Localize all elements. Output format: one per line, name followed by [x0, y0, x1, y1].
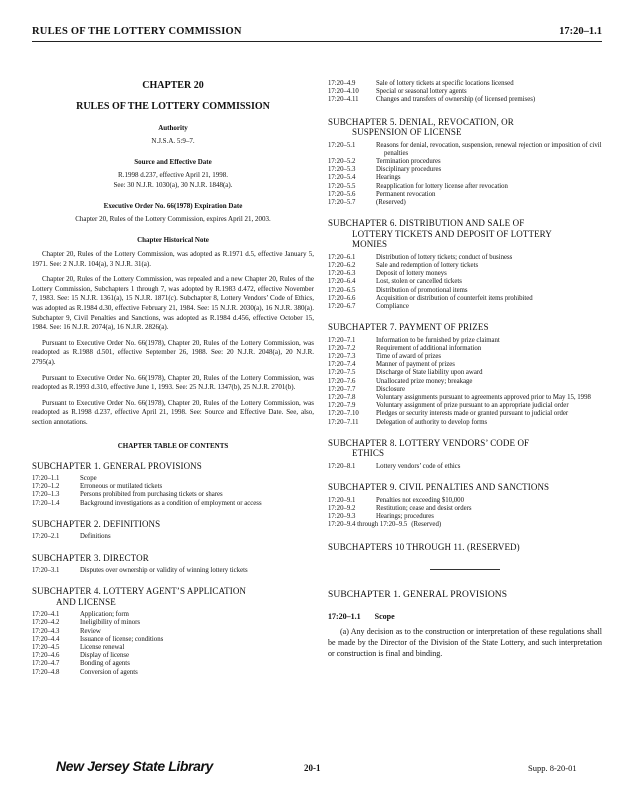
page-number: 20-1	[304, 763, 321, 773]
toc-entry-title: Disclosure	[376, 385, 406, 393]
toc-entry-number: 17:20–9.3	[328, 513, 356, 520]
historical-note	[32, 250, 314, 428]
toc-entry-number: 17:20–9.4 through 17:20–9.5	[328, 521, 408, 529]
subchapter-heading-line: SUSPENSION OF LICENSE	[352, 127, 462, 138]
toc-entry-number: 17:20–3.1	[32, 567, 60, 575]
toc-entry-title: Termination procedures	[376, 158, 441, 166]
subchapter-heading	[32, 553, 314, 564]
reserved-subchapters: SUBCHAPTERS 10 THROUGH 11. (RESERVED)	[328, 542, 520, 553]
subchapter-entries	[32, 533, 314, 541]
toc-entry-number: 17:20–7.4	[328, 361, 356, 369]
historical-note-heading: Chapter Historical Note	[137, 236, 209, 244]
supplement-date: Supp. 8-20-01	[528, 763, 577, 773]
toc-entry-title: Lottery vendors’ code of ethics	[376, 462, 461, 470]
toc-entry-title: Special or seasonal lottery agents	[376, 88, 467, 96]
toc-continued-list	[328, 80, 602, 105]
toc-entry-number: 17:20–4.11	[328, 96, 359, 104]
source-text	[32, 170, 314, 190]
toc-entry-title: Unallocated prize money; breakage	[376, 377, 473, 385]
toc-entry-number: 17:20–5.1	[328, 141, 356, 149]
toc-entry	[328, 270, 602, 278]
toc-entry-title: Pledges or security interests made or granted pursuant to judicial order	[376, 410, 569, 418]
toc-entry-title: Penalties not exceeding $10,000	[376, 496, 464, 504]
authority-text: N.J.S.A. 5:9–7.	[151, 137, 195, 145]
toc-entry	[328, 183, 602, 191]
toc-entry-title: Information to be furnished by prize claimant	[376, 336, 500, 344]
subchapter-heading	[32, 586, 314, 607]
toc-entry-number: 17:20–6.5	[328, 286, 356, 294]
toc-entry	[328, 142, 602, 158]
subchapter-heading-line: ETHICS	[352, 448, 385, 459]
source-line: R.1998 d.237, effective April 21, 1998.	[118, 171, 228, 179]
toc-entry-title: (Reserved)	[411, 521, 442, 529]
toc-entry-number: 17:20–9.1	[328, 496, 356, 504]
toc-entry	[32, 628, 314, 636]
toc-entry-number: 17:20–7.7	[328, 385, 356, 393]
toc-entry-number: 17:20–9.2	[328, 504, 356, 512]
subchapter-heading-line: MONIES	[352, 239, 388, 250]
subchapter-heading	[328, 117, 602, 138]
toc-entry	[328, 521, 602, 529]
section-heading	[328, 612, 602, 621]
toc-entry-title: Permanent revocation	[376, 190, 436, 198]
toc-entry-number: 17:20–5.2	[328, 158, 356, 166]
toc-entry-title: License renewal	[80, 644, 125, 652]
toc-entry	[32, 636, 314, 644]
toc-entry	[328, 505, 602, 513]
toc-entry-number: 17:20–7.5	[328, 369, 356, 377]
toc-entry-number: 17:20–4.1	[32, 611, 60, 619]
toc-entry-title: Deposit of lottery moneys	[376, 270, 447, 278]
toc-entry-title: Background investigations as a condition of employment or access	[80, 499, 262, 507]
toc-entry	[328, 254, 602, 262]
toc-entry-number: 17:20–7.8	[328, 394, 356, 402]
toc-entry-number: 17:20–4.5	[32, 644, 60, 652]
toc-entry	[328, 369, 602, 377]
subchapter-heading	[32, 519, 314, 530]
executive-order-text: Chapter 20, Rules of the Lottery Commission, expires April 21, 2003.	[75, 215, 271, 223]
toc-entry	[328, 166, 602, 174]
section-title: Scope	[374, 611, 395, 621]
toc-entry	[328, 278, 602, 286]
subchapter-entries	[328, 142, 602, 208]
toc-entry-number: 17:20–4.2	[32, 619, 60, 627]
toc-entry	[328, 158, 602, 166]
toc-entry-number: 17:20–5.5	[328, 182, 356, 190]
toc-left-list	[32, 461, 314, 677]
toc-entry-number: 17:20–4.10	[328, 88, 359, 96]
toc-entry	[328, 287, 602, 295]
library-watermark: New Jersey State Library	[56, 758, 213, 774]
toc-entry-title: Hearings; procedures	[376, 513, 434, 520]
toc-entry	[32, 652, 314, 660]
toc-entry-title: Lost, stolen or cancelled tickets	[376, 278, 462, 286]
subchapter-heading-line: SUBCHAPTER 2. DEFINITIONS	[32, 518, 161, 529]
toc-entry	[32, 669, 314, 677]
section-divider	[430, 569, 500, 570]
subchapter-heading	[32, 461, 314, 472]
section-number: 17:20–1.1	[328, 611, 361, 621]
toc-entry-title: Manner of payment of prizes	[376, 361, 455, 369]
toc-entry-number: 17:20–6.4	[328, 278, 356, 286]
toc-entry-title: Requirement of additional information	[376, 344, 482, 352]
toc-entry	[328, 353, 602, 361]
toc-entry-title: Compliance	[376, 302, 409, 310]
toc-entry-number: 17:20–5.6	[328, 190, 356, 198]
toc-entry-title: Discharge of State liability upon award	[376, 369, 483, 377]
historical-paragraph: Pursuant to Executive Order No. 66(1978), Chapter 20, Rules of the Lottery Commission, was readopted as R.1998 d.237, effective April 21, 1998. See: Source and Effective Date. See, also, section annotations.	[32, 398, 314, 426]
toc-entry-title: Distribution of lottery tickets; conduct of business	[376, 253, 513, 261]
historical-paragraph: Chapter 20, Rules of the Lottery Commission, was repealed and a new Chapter 20, Rules of the Lottery Commission, Subchapters 1 through 7, was adopted by R.1983 d.472, effective November 7, 1983. See: 15 N.J.R. 1361(a), 15 N.J.R. 1871(c). Subchapter 8, Lottery Vendors’ Code of Ethics, was adopted as R.1984 d.30, effective February 21, 1984. See: 15 N.J.R. 2030(a), 16 N.J.R. 380(a). Subchapter 9, Civil Penalties and Sanctions, was adopted as R.1984 d.456, effective October 15, 1984. See: 16 N.J.R. 2074(a), 16 N.J.R. 2826(a).	[32, 275, 314, 332]
toc-entry	[328, 394, 602, 402]
toc-entry	[328, 402, 602, 410]
toc-entry-number: 17:20–7.11	[328, 418, 359, 426]
toc-entry-title: Distribution of promotional items	[376, 286, 468, 294]
toc-entry-number: 17:20–5.4	[328, 174, 356, 182]
toc-entry	[328, 96, 602, 104]
chapter-number: CHAPTER 20	[142, 80, 204, 91]
toc-entry	[328, 497, 602, 505]
toc-entry	[32, 660, 314, 668]
subchapter-heading-line: AND LICENSE	[56, 596, 116, 607]
toc-entry	[32, 567, 314, 575]
toc-entry-title: Changes and transfers of ownership (of licensed premises)	[376, 96, 536, 104]
toc-entry-title: Reasons for denial, revocation, suspension, renewal rejection or imposition of civil penalties	[376, 141, 602, 157]
toc-entry-title: Voluntary assignments pursuant to agreements approved prior to May 15, 1998	[376, 394, 591, 402]
toc-entry	[328, 191, 602, 199]
toc-entry-title: Time of award of prizes	[376, 353, 442, 361]
toc-entry-number: 17:20–1.4	[32, 499, 60, 507]
toc-entry-title: Reapplication for lottery license after revocation	[376, 182, 508, 190]
subchapter-entries	[328, 497, 602, 530]
subchapter-heading-line: SUBCHAPTER 3. DIRECTOR	[32, 552, 149, 563]
toc-entry-title: Application; form	[80, 611, 129, 619]
toc-entry-title: Conversion of agents	[80, 668, 138, 676]
toc-entry-title: Persons prohibited from purchasing tickets or shares	[80, 491, 223, 499]
historical-paragraph: Pursuant to Executive Order No. 66(1978), Chapter 20, Rules of the Lottery Commission, was readopted as R.1988 d.501, effective September 26, 1988. See: 20 N.J.R. 2048(a), 20 N.J.R. 2795(a).	[32, 338, 314, 366]
toc-entry	[32, 533, 314, 541]
subchapter-heading-line: SUBCHAPTER 6. DISTRIBUTION AND SALE OF	[328, 218, 525, 229]
historical-paragraph: Chapter 20, Rules of the Lottery Commission, was adopted as R.1971 d.5, effective January 5, 1971. See: 2 N.J.R. 104(a), 3 N.J.R. 31(a).	[32, 250, 314, 268]
toc-entry-title: Bonding of agents	[80, 660, 130, 668]
toc-entry	[328, 174, 602, 182]
toc-entry-title: Hearings	[376, 174, 401, 182]
toc-entry	[328, 378, 602, 386]
toc-entry-number: 17:20–7.9	[328, 402, 356, 410]
toc-entry-number: 17:20–4.6	[32, 652, 60, 660]
toc-entry	[32, 500, 314, 508]
toc-entry	[328, 303, 602, 311]
toc-entry	[32, 611, 314, 619]
toc-entry-number: 17:20–6.2	[328, 261, 356, 269]
toc-entry-number: 17:20–7.3	[328, 353, 356, 361]
toc-entry-number: 17:20–1.1	[32, 475, 60, 482]
toc-entry-number: 17:20–7.1	[328, 336, 356, 344]
subchapter-heading-line: SUBCHAPTER 5. DENIAL, REVOCATION, OR	[328, 116, 514, 127]
toc-entry	[328, 345, 602, 353]
toc-entry-number: 17:20–4.3	[32, 627, 60, 635]
body-subchapter-heading: SUBCHAPTER 1. GENERAL PROVISIONS	[328, 589, 508, 600]
toc-entry	[32, 644, 314, 652]
toc-entry	[328, 295, 602, 303]
toc-entry	[328, 419, 602, 427]
historical-paragraph: Pursuant to Executive Order No. 66(1978), Chapter 20, Rules of the Lottery Commission, was readopted as R.1993 d.310, effective June 1, 1993. See: 25 N.J.R. 1347(b), 25 N.J.R. 2701(b).	[32, 373, 314, 392]
subchapter-entries	[32, 611, 314, 677]
toc-entry	[328, 337, 602, 345]
toc-entry-title: Acquisition or distribution of counterfeit items prohibited	[376, 294, 533, 302]
toc-entry-number: 17:20–7.10	[328, 410, 359, 418]
toc-entry-title: Erroneous or mutilated tickets	[80, 483, 163, 491]
authority-heading: Authority	[158, 124, 188, 132]
subchapter-heading-line: SUBCHAPTER 9. CIVIL PENALTIES AND SANCTIONS	[328, 482, 550, 493]
toc-entry-title: Disputes over ownership or validity of winning lottery tickets	[80, 567, 248, 575]
toc-entry	[328, 386, 602, 394]
subchapter-heading-line: LOTTERY TICKETS AND DEPOSIT OF LOTTERY	[352, 228, 552, 239]
toc-entry-title: Definitions	[80, 533, 111, 541]
subchapter-heading-line: SUBCHAPTER 1. GENERAL PROVISIONS	[32, 460, 202, 471]
subchapter-heading	[328, 482, 602, 493]
toc-entry	[328, 262, 602, 270]
toc-entry	[328, 199, 602, 207]
toc-entry-number: 17:20–6.1	[328, 253, 356, 261]
toc-entry-title: Review	[80, 627, 101, 635]
toc-entry-number: 17:20–4.9	[328, 80, 356, 87]
toc-entry-title: Display of license	[80, 652, 130, 660]
toc-entry-number: 17:20–6.3	[328, 270, 356, 278]
toc-entry-title: (Reserved)	[376, 199, 406, 207]
toc-entry-number: 17:20–1.3	[32, 491, 60, 499]
toc-entry-title: Voluntary assignment of prize pursuant to an appropriate judicial order	[376, 402, 569, 410]
toc-entry-number: 17:20–7.2	[328, 344, 356, 352]
executive-order-heading: Executive Order No. 66(1978) Expiration Date	[103, 202, 243, 210]
subchapter-heading	[328, 322, 602, 333]
toc-entry	[328, 80, 602, 88]
toc-entry-number: 17:20–4.4	[32, 635, 60, 643]
subchapter-heading	[328, 218, 602, 250]
toc-entry	[328, 88, 602, 96]
subchapter-heading-line: SUBCHAPTER 4. LOTTERY AGENT’S APPLICATION	[32, 586, 247, 597]
toc-entry-title: Disciplinary procedures	[376, 166, 442, 174]
toc-entry-number: 17:20–4.7	[32, 660, 60, 668]
subchapter-entries	[32, 567, 314, 575]
toc-entry-number: 17:20–6.6	[328, 294, 356, 302]
toc-entry-number: 17:20–6.7	[328, 302, 356, 310]
subchapter-heading	[328, 438, 602, 459]
toc-entry-number: 17:20–1.2	[32, 483, 60, 491]
toc-entry-title: Ineligibility of minors	[80, 619, 141, 627]
toc-entry-number: 17:20–5.3	[328, 166, 356, 174]
toc-entry-number: 17:20–5.7	[328, 199, 356, 207]
subchapter-entries	[328, 463, 602, 471]
subchapter-entries	[328, 337, 602, 427]
toc-entry-title: Delegation of authority to develop forms	[376, 418, 488, 426]
source-heading: Source and Effective Date	[134, 158, 212, 166]
toc-entry	[32, 619, 314, 627]
toc-entry	[328, 361, 602, 369]
toc-entry	[328, 410, 602, 418]
running-header	[32, 22, 602, 42]
table-of-contents-heading: CHAPTER TABLE OF CONTENTS	[117, 441, 229, 450]
subchapter-entries	[328, 254, 602, 311]
toc-entry-title: Restitution; cease and desist orders	[376, 504, 472, 512]
subchapter-heading-line: SUBCHAPTER 8. LOTTERY VENDORS’ CODE OF	[328, 437, 530, 448]
toc-entry-number: 17:20–2.1	[32, 533, 60, 541]
toc-entry	[32, 491, 314, 499]
toc-entry-title: Sale of lottery tickets at specific locations licensed	[376, 80, 514, 87]
toc-entry-number: 17:20–8.1	[328, 462, 356, 470]
toc-entry	[328, 463, 602, 471]
toc-entry-title: Sale and redemption of lottery tickets	[376, 261, 479, 269]
header-section-number: 17:20–1.1	[559, 26, 602, 37]
toc-entry-title: Issuance of license; conditions	[80, 635, 164, 643]
left-column	[32, 80, 314, 677]
header-title: RULES OF THE LOTTERY COMMISSION	[32, 26, 242, 37]
toc-right-list	[328, 117, 602, 530]
toc-entry	[32, 483, 314, 491]
toc-entry-title: Scope	[80, 475, 97, 482]
toc-entry	[32, 475, 314, 483]
subchapter-entries	[32, 475, 314, 508]
right-column	[328, 80, 602, 659]
section-paragraph: (a) Any decision as to the construction or interpretation of these regulations shall be made by the Director of the Division of the State Lottery, and such interpretation or construction is final and binding.	[328, 626, 602, 658]
subchapter-heading-line: SUBCHAPTER 7. PAYMENT OF PRIZES	[328, 322, 489, 333]
source-line: See: 30 N.J.R. 1030(a), 30 N.J.R. 1848(a).	[113, 181, 233, 189]
toc-entry	[328, 513, 602, 521]
toc-entry-number: 17:20–7.6	[328, 377, 356, 385]
toc-entry-number: 17:20–4.8	[32, 668, 60, 676]
chapter-title: RULES OF THE LOTTERY COMMISSION	[76, 101, 270, 112]
